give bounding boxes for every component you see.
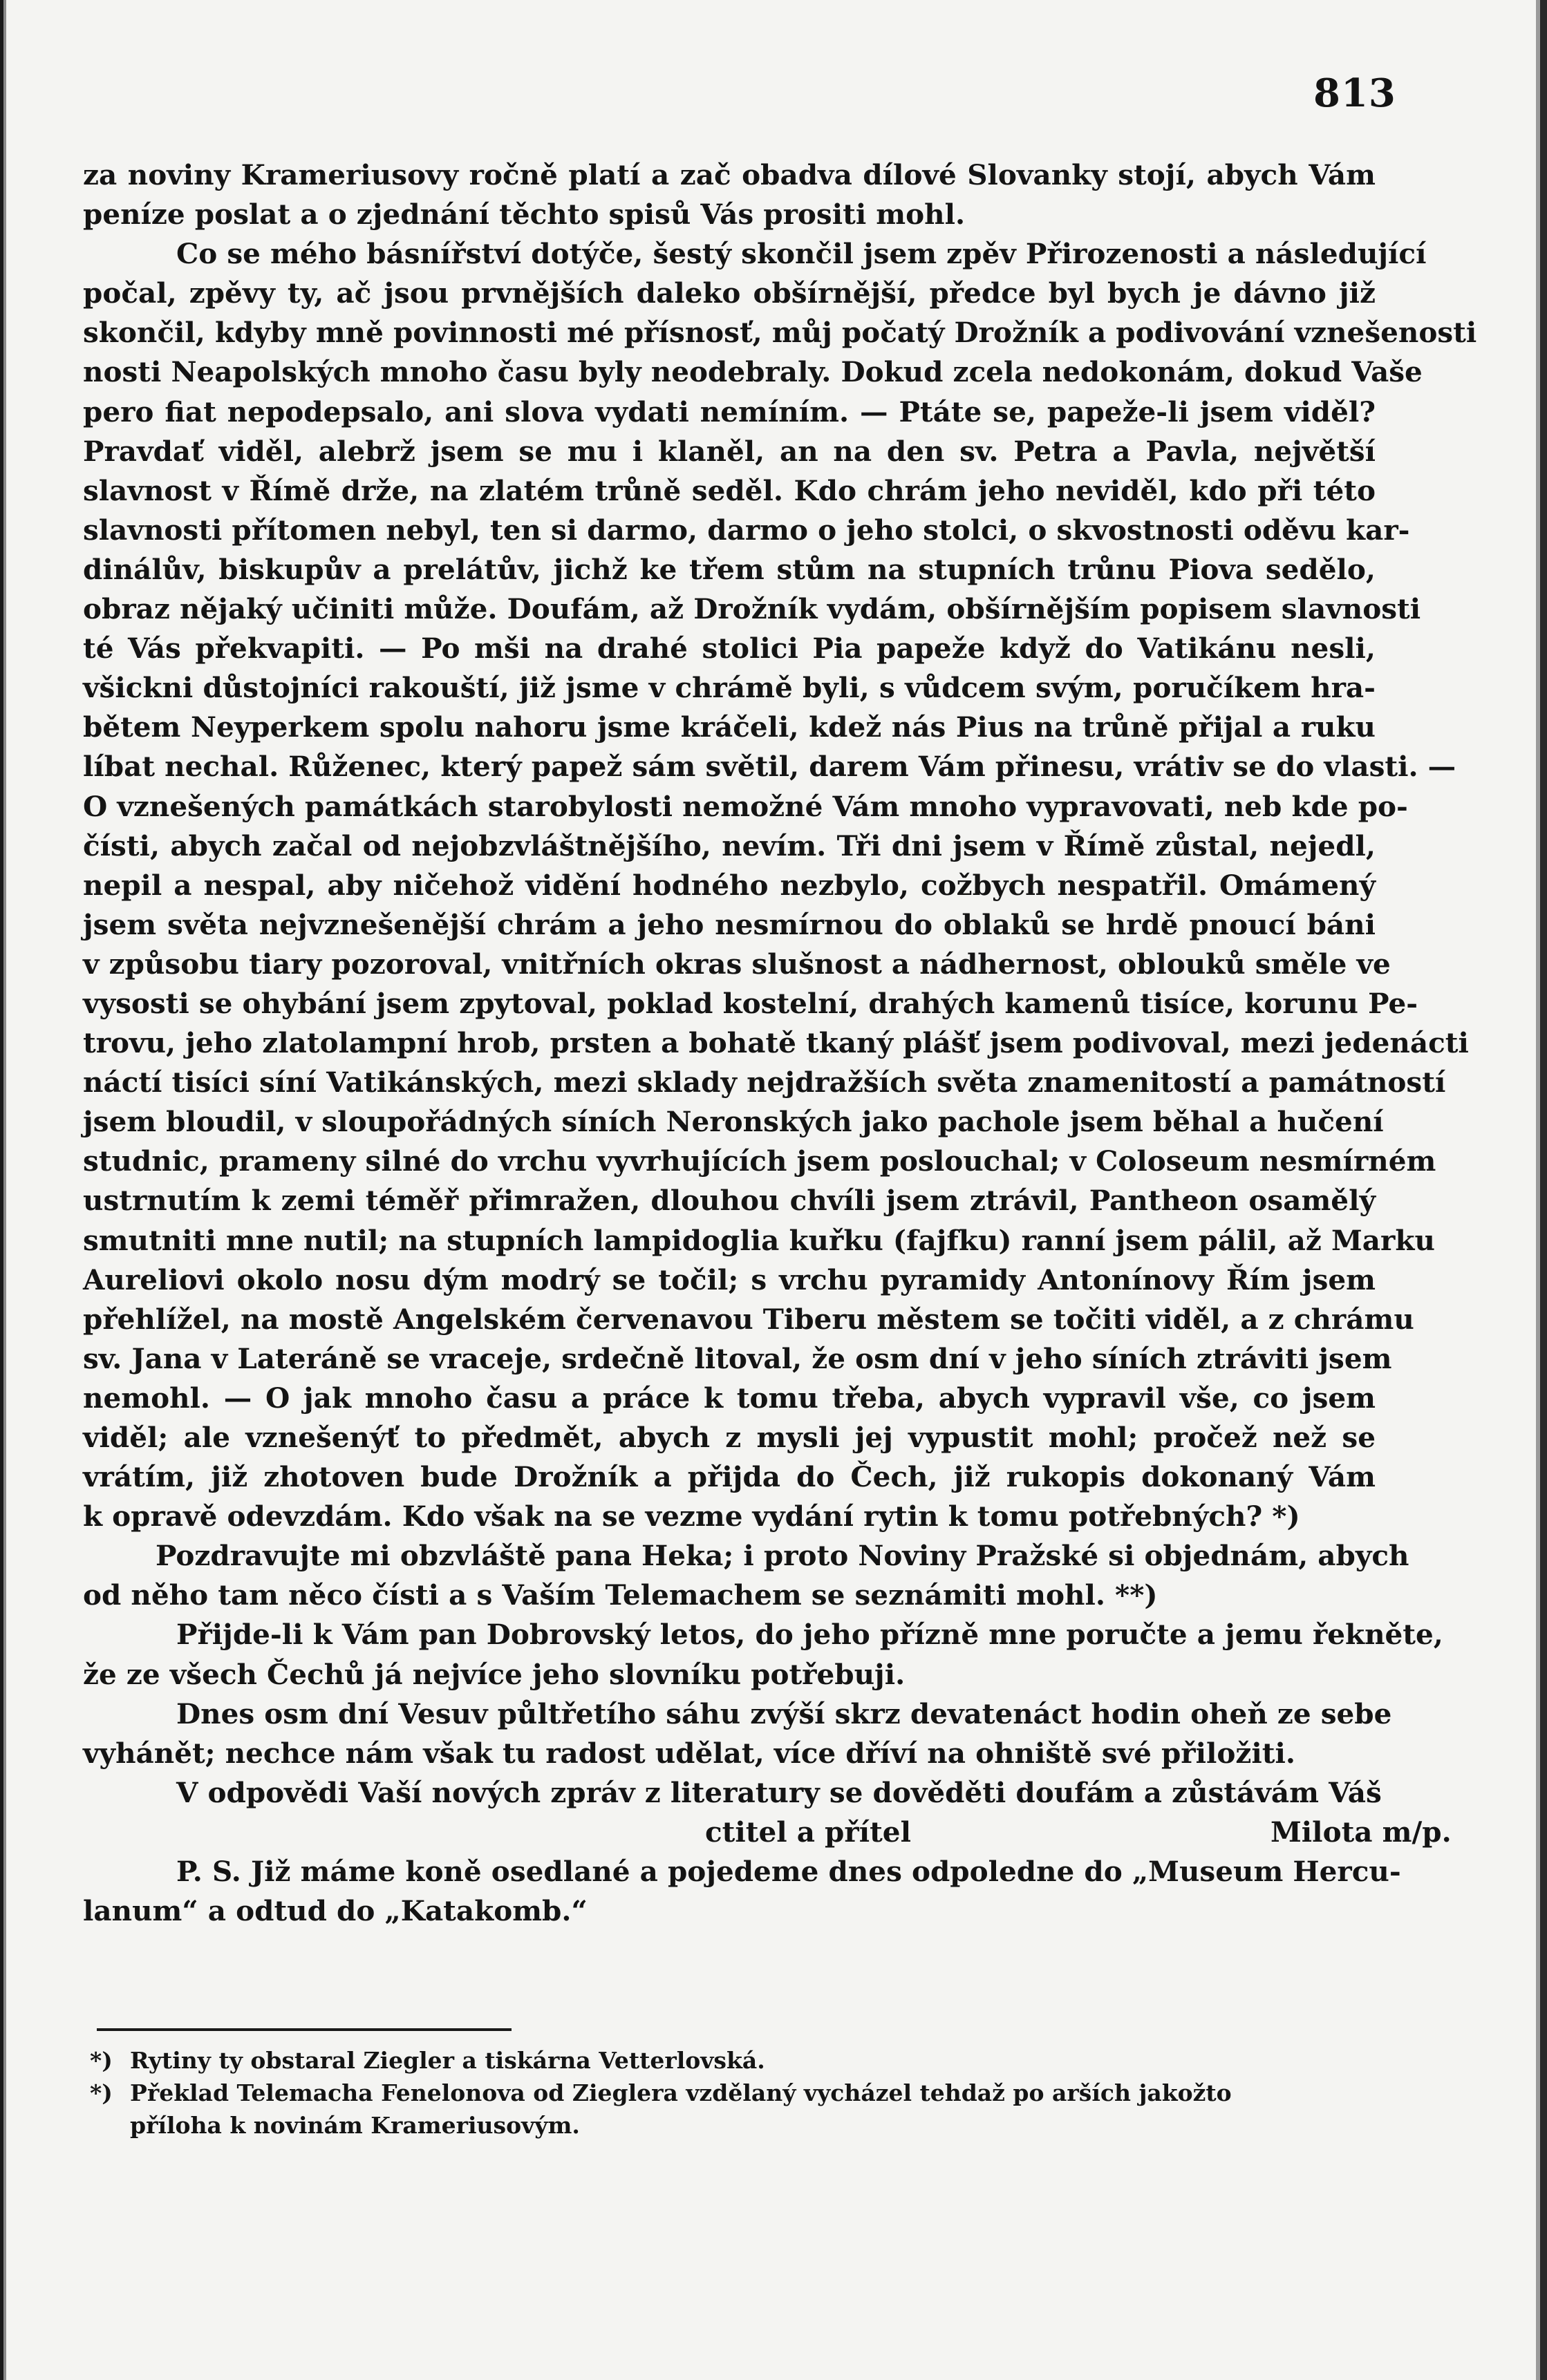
text-line: vrátím, již zhotoven bude Drožník a přijda do Čech, již rukopis dokonaný Vám bbox=[83, 1460, 1376, 1494]
text-line: za noviny Krameriusovy ročně platí a zač obadva dílové Slovanky stojí, abych Vám bbox=[83, 158, 1376, 191]
text-line: od něho tam něco čísti a s Vaším Telemachem se seznámiti mohl. **) bbox=[83, 1578, 1158, 1612]
text-line: studnic, prameny silné do vrchu vyvrhujících jsem poslouchal; v Coloseum nesmírném bbox=[83, 1144, 1436, 1178]
text-line: jsem bloudil, v sloupořádných síních Neronských jako pachole jsem běhal a hučení bbox=[83, 1105, 1384, 1139]
text-line: náctí tisíci síní Vatikánských, mezi sklady nejdražších světa znamenitostí a památností bbox=[83, 1066, 1446, 1099]
text-line: všickni důstojníci rakouští, již jsme v chrámě byli, s vůdcem svým, poručíkem hra- bbox=[83, 671, 1376, 705]
footnote-marker: *) bbox=[90, 2047, 113, 2074]
text-line: bětem Neyperkem spolu nahoru jsme kráčeli, kdež nás Pius na trůně přijal a ruku bbox=[83, 710, 1376, 744]
text-line: slavnost v Římě drže, na zlatém trůně seděl. Kdo chrám jeho neviděl, kdo při této bbox=[83, 473, 1376, 507]
body-lines bbox=[83, 155, 1477, 1813]
text-line: nepil a nespal, aby ničehož vidění hodného nezbylo, cožbych nespatřil. Omámený bbox=[83, 868, 1376, 902]
text-line: skončil, kdyby mně povinnosti mé přísnosť, můj počatý Drožník a podivování vznešenosti bbox=[83, 316, 1477, 350]
page-number: 813 bbox=[1313, 70, 1396, 116]
text-line: P. S. Již máme koně osedlané a pojedeme dnes odpoledne do „Museum Hercu- bbox=[176, 1855, 1401, 1889]
text-line: trovu, jeho zlatolampní hrob, prsten a bohatě tkaný plášť jsem podivoval, mezi jedenácti bbox=[83, 1026, 1469, 1060]
text-line: smutniti mne nutil; na stupních lampidoglia kuřku (fajfku) ranní jsem pálil, až Marku bbox=[83, 1223, 1435, 1257]
text-line: V odpovědi Vaší nových zpráv z literatury se dověděti doufám a zůstávám Váš bbox=[176, 1775, 1382, 1809]
text-line: Pravdať viděl, alebrž jsem se mu i klaněl, an na den sv. Petra a Pavla, největší bbox=[83, 434, 1376, 468]
text-line: vysosti se ohybání jsem zpytoval, poklad kostelní, drahých kamenů tisíce, korunu Pe- bbox=[83, 986, 1418, 1020]
text-line: pero fiat nepodepsalo, ani slova vydati nemíním. — Ptáte se, papeže-li jsem viděl? bbox=[83, 395, 1376, 428]
postscript bbox=[83, 1852, 1401, 1931]
text-line: Přijde-li k Vám pan Dobrovský letos, do jeho přízně mne poručte a jemu řekněte, bbox=[176, 1618, 1443, 1652]
footnote-line bbox=[90, 2044, 1237, 2077]
text-line: líbat nechal. Růženec, který papež sám světil, darem Vám přinesu, vrátiv se do vlasti. — bbox=[83, 750, 1456, 784]
text-line: k opravě odevzdám. Kdo však na se vezme vydání rytin k tomu potřebných? *) bbox=[83, 1500, 1300, 1533]
text-line: že ze všech Čechů já nejvíce jeho slovníku potřebuji. bbox=[83, 1657, 906, 1691]
text-line: vyhánět; nechce nám však tu radost udělat, více dříví na ohniště své přiložiti. bbox=[83, 1736, 1295, 1770]
text-line: v způsobu tiary pozoroval, vnitřních okras slušnost a nádhernost, oblouků směle ve bbox=[83, 947, 1391, 981]
text-line: slavnosti přítomen nebyl, ten si darmo, darmo o jeho stolci, o skvostnosti oděvu kar- bbox=[83, 513, 1410, 547]
text-line: sv. Jana v Lateráně se vraceje, srdečně litoval, že osm dní v jeho síních ztráviti jsem bbox=[83, 1341, 1392, 1375]
text-line: viděl; ale vznešenýť to předmět, abych z mysli jej vypustit mohl; pročež než se bbox=[83, 1421, 1376, 1454]
text-line: Dnes osm dní Vesuv půltřetího sáhu zvýší skrz devatenáct hodin oheň ze sebe bbox=[176, 1697, 1392, 1730]
footnote-text: příloha k novinám Krameriusovým. bbox=[130, 2112, 580, 2139]
footnote-text: Rytiny ty obstaral Ziegler a tiskárna Vetterlovská. bbox=[130, 2047, 765, 2074]
text-line: té Vás překvapiti. — Po mši na drahé stolici Pia papeže když do Vatikánu nesli, bbox=[83, 632, 1376, 665]
footnote-marker: *) bbox=[90, 2079, 113, 2106]
text-line: Pozdravujte mi obzvláště pana Heka; i proto Noviny Pražské si objednám, abych bbox=[156, 1539, 1409, 1573]
text-line: jsem světa nejvznešenější chrám a jeho nesmírnou do oblaků se hrdě pnoucí báni bbox=[83, 907, 1376, 941]
text-line: Aureliovi okolo nosu dým modrý se točil; s vrchu pyramidy Antonínovy Řím jsem bbox=[83, 1263, 1376, 1296]
text-line: Co se mého básnířství dotýče, šestý skončil jsem zpěv Přirozenosti a následující bbox=[176, 237, 1427, 271]
footnotes bbox=[90, 2044, 1237, 2142]
footnote-divider bbox=[97, 2028, 512, 2031]
footnote-text: Překlad Telemacha Fenelonova od Zieglera vzdělaný vycházel tehdaž po arších jakožto bbox=[130, 2079, 1232, 2106]
text-line: nosti Neapolských mnoho času byly neodebraly. Dokud zcela nedokonám, dokud Vaše bbox=[83, 355, 1423, 389]
text-line: obraz nějaký učiniti může. Doufám, až Drožník vydám, obšírnějším popisem slavnosti bbox=[83, 592, 1421, 626]
footnote-line bbox=[90, 2077, 1237, 2109]
text-line: počal, zpěvy ty, ač jsou prvnějších daleko obšírnější, předce byl bych je dávno již bbox=[83, 276, 1376, 310]
text-line: přehlížel, na mostě Angelském červenavou Tiberu městem se točiti viděl, a z chrámu bbox=[83, 1302, 1414, 1336]
signature-line bbox=[83, 1813, 1452, 1852]
text-line: lanum“ a odtud do „Katakomb.“ bbox=[83, 1894, 588, 1928]
text-line: nemohl. — O jak mnoho času a práce k tomu třeba, abych vypravil vše, co jsem bbox=[83, 1381, 1376, 1415]
text-line: peníze poslat a o zjednání těchto spisů Vás prositi mohl. bbox=[83, 198, 966, 232]
text-line: ustrnutím k zemi téměř přimražen, dlouhou chvíli jsem ztrávil, Pantheon osamělý bbox=[83, 1184, 1376, 1218]
text-line: O vznešených památkách starobylosti nemožné Vám mnoho vypravovati, neb kde po- bbox=[83, 789, 1408, 823]
text-line: čísti, abych začal od nejobzvláštnějšího, nevím. Tři dni jsem v Římě zůstal, nejedl, bbox=[83, 829, 1376, 862]
signature-closing: ctitel a přítel bbox=[705, 1815, 911, 1849]
text-line: dinálův, biskupův a prelátův, jichž ke třem stům na stupních trůnu Piova sedělo, bbox=[83, 552, 1376, 586]
footnote-line bbox=[90, 2109, 1237, 2142]
signature-name: Milota m/p. bbox=[1270, 1815, 1452, 1849]
letter-body bbox=[83, 155, 1477, 1931]
